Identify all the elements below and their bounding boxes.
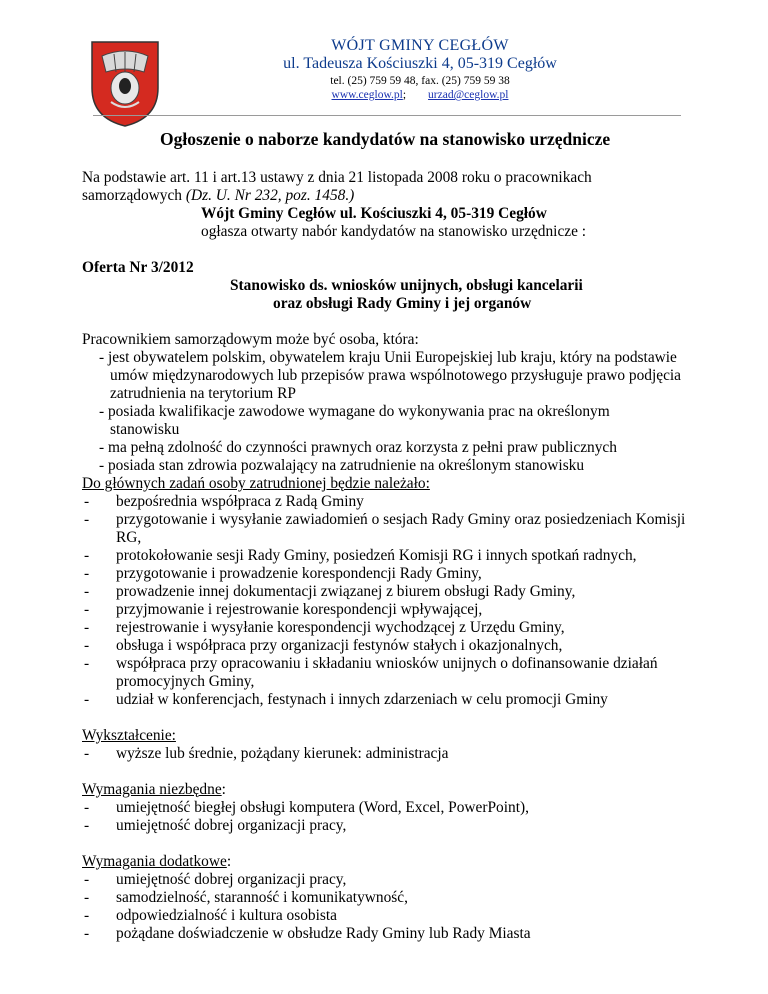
list-dash: -: [84, 547, 90, 564]
duty-item: protokołowanie sesji Rady Gminy, posiedzeń Komisji RG i innych spotkań radnych,: [116, 547, 637, 564]
eligibility-line: - ma pełną zdolność do czynności prawnych oraz korzysta z pełni praw publicznych: [99, 439, 617, 456]
list-dash: -: [84, 691, 90, 708]
duty-item: współpraca przy opracowaniu i składaniu wniosków unijnych o dofinansowanie działań: [116, 655, 658, 672]
website-link[interactable]: www.ceglow.pl: [331, 89, 403, 101]
list-dash: -: [84, 871, 90, 888]
education-item: wyższe lub średnie, pożądany kierunek: administracja: [116, 745, 449, 762]
announcement-text: ogłasza otwarty nabór kandydatów na stanowisko urzędnicze :: [201, 223, 587, 240]
duty-item-continued: RG,: [116, 529, 142, 546]
additional-heading-text: Wymagania dodatkowe: [82, 853, 227, 870]
eligibility-line: - jest obywatelem polskim, obywatelem kraju Unii Europejskiej lub kraju, który na podstawie: [99, 349, 677, 366]
list-dash: -: [84, 907, 90, 924]
page-title: Ogłoszenie o naborze kandydatów na stanowisko urzędnicze: [160, 129, 611, 149]
list-dash: -: [84, 619, 90, 636]
eligibility-lead: Pracownikiem samorządowym może być osoba, która:: [82, 331, 419, 348]
list-dash: -: [84, 799, 90, 816]
duty-item: prowadzenie innej dokumentacji związanej z biurem obsługi Rady Gminy,: [116, 583, 576, 600]
required-item: umiejętność dobrej organizacji pracy,: [116, 817, 347, 834]
additional-item: umiejętność dobrej organizacji pracy,: [116, 871, 347, 888]
list-dash: -: [84, 601, 90, 618]
eligibility-line: - posiada kwalifikacje zawodowe wymagane do wykonywania prac na określonym: [99, 403, 610, 420]
list-dash: -: [84, 583, 90, 600]
eligibility-line: umów międzynarodowych lub przepisów prawa wspólnotowego przysługuje prawo podjęcia: [110, 367, 682, 384]
additional-heading-colon: :: [226, 853, 232, 870]
intro-line-2: [82, 187, 354, 205]
list-dash: -: [84, 925, 90, 942]
duty-item: udział w konferencjach, festynach i innych zdarzeniach w celu promocji Gminy: [116, 691, 608, 708]
website-separator: ;: [402, 89, 407, 101]
list-dash: -: [84, 889, 90, 906]
intro-text: samorządowych: [82, 187, 186, 204]
header-divider: [93, 115, 681, 116]
list-dash: -: [84, 511, 90, 528]
list-dash: -: [84, 637, 90, 654]
duty-item: bezpośrednia współpraca z Radą Gminy: [116, 493, 364, 510]
additional-item: samodzielność, staranność i komunikatywność,: [116, 889, 408, 906]
letterhead-address: ul. Tadeusza Kościuszki 4, 05-319 Cegłów: [283, 55, 557, 72]
email-link[interactable]: urzad@ceglow.pl: [428, 89, 509, 101]
required-heading-colon: :: [221, 781, 226, 798]
eligibility-line: - posiada stan zdrowia pozwalający na zatrudnienie na określonym stanowisku: [99, 457, 585, 474]
duty-item: przygotowanie i prowadzenie korespondencji Rady Gminy,: [116, 565, 482, 582]
offer-number: Oferta Nr 3/2012: [82, 259, 194, 276]
letterhead-phones: tel. (25) 759 59 48, fax. (25) 759 59 38: [330, 75, 510, 87]
position-line-2: oraz obsługi Rady Gminy i jej organów: [273, 295, 532, 312]
list-dash: -: [84, 817, 90, 834]
list-dash: -: [84, 655, 90, 672]
required-heading: [82, 781, 226, 799]
additional-heading: [82, 853, 231, 871]
list-dash: -: [84, 745, 90, 762]
education-heading: Wykształcenie:: [82, 727, 176, 744]
legal-reference: (Dz. U. Nr 232, poz. 1458.): [185, 187, 355, 204]
duties-heading: Do głównych zadań osoby zatrudnionej będzie należało:: [82, 475, 430, 492]
duty-item: obsługa i współpraca przy organizacji festynów stałych i okazjonalnych,: [116, 637, 563, 654]
duty-item: przyjmowanie i rejestrowanie korespondencji wpływającej,: [116, 601, 483, 618]
eligibility-line: zatrudnienia na terytorium RP: [110, 385, 296, 402]
additional-item: odpowiedzialność i kultura osobista: [116, 907, 337, 924]
intro-line-1: Na podstawie art. 11 i art.13 ustawy z dnia 21 listopada 2008 roku o pracownikach: [82, 169, 592, 186]
required-item: umiejętność biegłej obsługi komputera (Word, Excel, PowerPoint),: [116, 799, 529, 816]
required-heading-text: Wymagania niezbędne: [82, 781, 222, 798]
letterhead-org-name: WÓJT GMINY CEGŁÓW: [331, 37, 509, 54]
eligibility-line: stanowisku: [110, 421, 180, 438]
duty-item: rejestrowanie i wysyłanie korespondencji wychodzącej z Urzędu Gminy,: [116, 619, 565, 636]
list-dash: -: [84, 565, 90, 582]
duty-item-continued: promocyjnych Gminy,: [116, 673, 255, 690]
position-line-1: Stanowisko ds. wniosków unijnych, obsługi kancelarii: [230, 277, 583, 294]
additional-item: pożądane doświadczenie w obsłudze Rady Gminy lub Rady Miasta: [116, 925, 531, 942]
announcer: Wójt Gminy Cegłów ul. Kościuszki 4, 05-319 Cegłów: [201, 205, 547, 222]
letterhead-contacts: [200, 89, 640, 101]
duty-item: przygotowanie i wysyłanie zawiadomień o sesjach Rady Gminy oraz posiedzeniach Komisji: [116, 511, 686, 528]
list-dash: -: [84, 493, 90, 510]
